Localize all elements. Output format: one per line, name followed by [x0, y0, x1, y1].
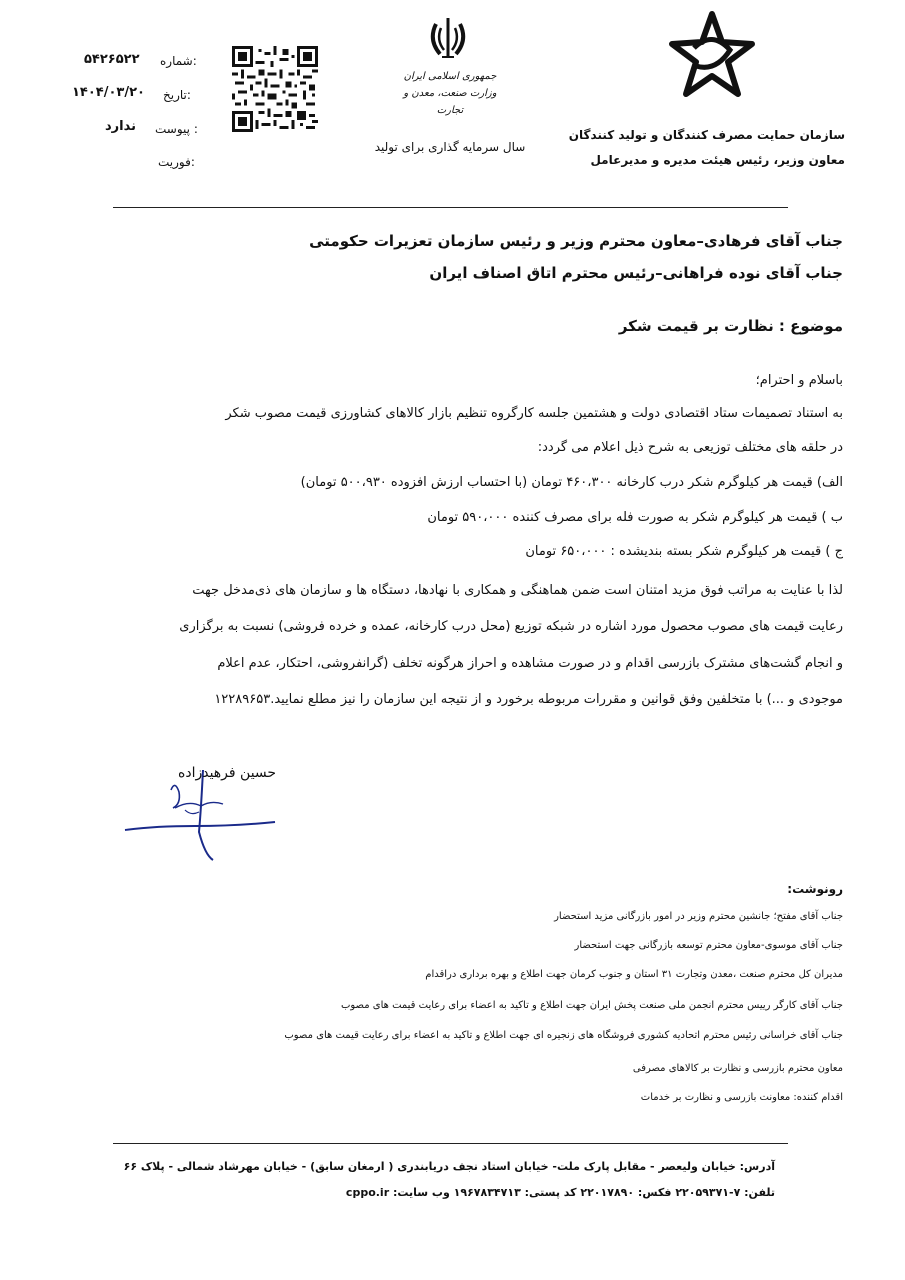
paragraph-line-4: موجودی و ...) با متخلفین وفق قوانین و مقررات مربوطه برخورد و از نتیجه این سازمان را نیز مطلع نمایید.۱۲۲۸۹۶۵۳	[214, 692, 843, 707]
price-item-bulk: ب ) قیمت هر کیلوگرم شکر به صورت فله برای مصرف کننده ۵۹۰،۰۰۰ تومان	[427, 510, 843, 525]
footer-contacts: تلفن: ۷-۲۲۰۵۹۳۷۱ فکس: ۲۲۰۱۷۸۹۰ کد پستی: ۱۹۶۷۸۳۴۷۱۳ وب سایت: cppo.ir	[345, 1186, 775, 1199]
organization-role: معاون وزیر، رئیس هیئت مدیره و مدیرعامل	[590, 153, 845, 167]
addressee-2: جناب آقای نوده فراهانی–رئیس محترم اتاق اصناف ایران	[429, 264, 843, 282]
date-label: تاریخ:	[163, 88, 191, 102]
attachment-value: ندارد	[105, 119, 137, 134]
letter-date: ۱۴۰۴/۰۳/۲۰	[72, 85, 145, 100]
paragraph-line-2: رعایت قیمت های مصوب محصول مورد اشاره در شبکه توزیع (محل درب کارخانه، عمده و خرده فروشی) نسبت به برگزاری	[179, 619, 843, 634]
price-item-packaged: ج ) قیمت هر کیلوگرم شکر بسته بندیشده : ۶۵۰،۰۰۰ تومان	[525, 544, 843, 559]
header-divider	[113, 207, 788, 208]
star-logo-icon	[664, 8, 760, 104]
paragraph-line-3: و انجام گشت‌های مشترک بازرسی اقدام و در صورت مشاهده و احراز هرگونه تخلف (گرانفروشی، احتکار، عدم اعلام	[217, 656, 843, 671]
year-motto: سال سرمایه گذاری برای تولید	[374, 140, 526, 154]
cc-item: جناب آقای مفتح؛ جانشین محترم وزیر در امور بازرگانی مزید استحضار	[554, 911, 843, 922]
price-item-factory: الف) قیمت هر کیلوگرم شکر درب کارخانه ۴۶۰،۳۰۰ تومان (با احتساب ارزش افزوده ۵۰۰،۹۳۰ تومان)	[300, 475, 843, 490]
ministry-line-1: جمهوری اسلامی ایران	[403, 71, 497, 82]
organization-name: سازمان حمایت مصرف کنندگان و تولید کنندگان	[568, 128, 845, 142]
attachment-label: پیوست :	[155, 122, 198, 136]
cc-item: اقدام کننده: معاونت بازرسی و نظارت بر خدمات	[640, 1092, 843, 1103]
cc-item: معاون محترم بازرسی و نظارت بر کالاهای مصرفی	[632, 1063, 843, 1074]
letter-number: ۵۴۲۶۵۲۲	[84, 52, 140, 67]
greeting: باسلام و احترام؛	[755, 373, 843, 388]
intro-line-1: به استناد تصمیمات ستاد اقتصادی دولت و هشتمین جلسه کارگروه تنظیم بازار کالاهای کشاورزی قیمت مصوب شکر	[225, 406, 843, 421]
ministry-title	[395, 68, 505, 119]
intro-line-2: در حلقه های مختلف توزیعی به شرح ذیل اعلام می گردد:	[537, 440, 843, 455]
cc-item: جناب آقای موسوی-معاون محترم توسعه بازرگانی جهت استحضار	[574, 940, 843, 951]
cc-title: رونوشت:	[787, 882, 843, 896]
footer-address: آدرس: خیابان ولیعصر - مقابل پارک ملت- خیابان استاد نجف دریابندری ( ارمغان سابق) - خیابان مهرشاد شمالی - پلاک ۶۶	[123, 1160, 775, 1173]
footer-divider	[113, 1143, 788, 1144]
paragraph-line-1: لذا با عنایت به مراتب فوق مزید امتنان است ضمن هماهنگی و همکاری با نهادها، دستگاه ها و سازمان های ذی‌مدخل جهت	[192, 583, 843, 598]
cc-item: مدیران کل محترم صنعت ،معدن وتجارت ۳۱ استان و جنوب کرمان جهت اطلاع و بهره برداری دراقدام	[425, 969, 843, 980]
urgency-label: فوریت:	[158, 155, 195, 169]
qr-code-icon	[232, 46, 318, 132]
ministry-line-2: وزارت صنعت، معدن و تجارت	[403, 88, 497, 116]
addressee-1: جناب آقای فرهادی–معاون محترم وزیر و رئیس سازمان تعزیرات حکومتی	[309, 232, 843, 250]
iran-emblem-icon	[430, 16, 466, 60]
signatory-name: حسین فرهیدزاده	[178, 765, 277, 781]
number-label: شماره:	[160, 54, 197, 68]
cc-item: جناب آقای کارگر رییس محترم انجمن ملی صنعت پخش ایران جهت اطلاع و تاکید به اعضاء برای رعایت قیمت های مصوب	[340, 1000, 843, 1011]
cc-item: جناب آقای خراسانی رئیس محترم اتحادیه کشوری فروشگاه های زنجیره ای جهت اطلاع و تاکید به اعضاء برای رعایت قیمت های مصوب	[284, 1030, 843, 1041]
subject: موضوع : نظارت بر قیمت شکر	[618, 317, 843, 335]
